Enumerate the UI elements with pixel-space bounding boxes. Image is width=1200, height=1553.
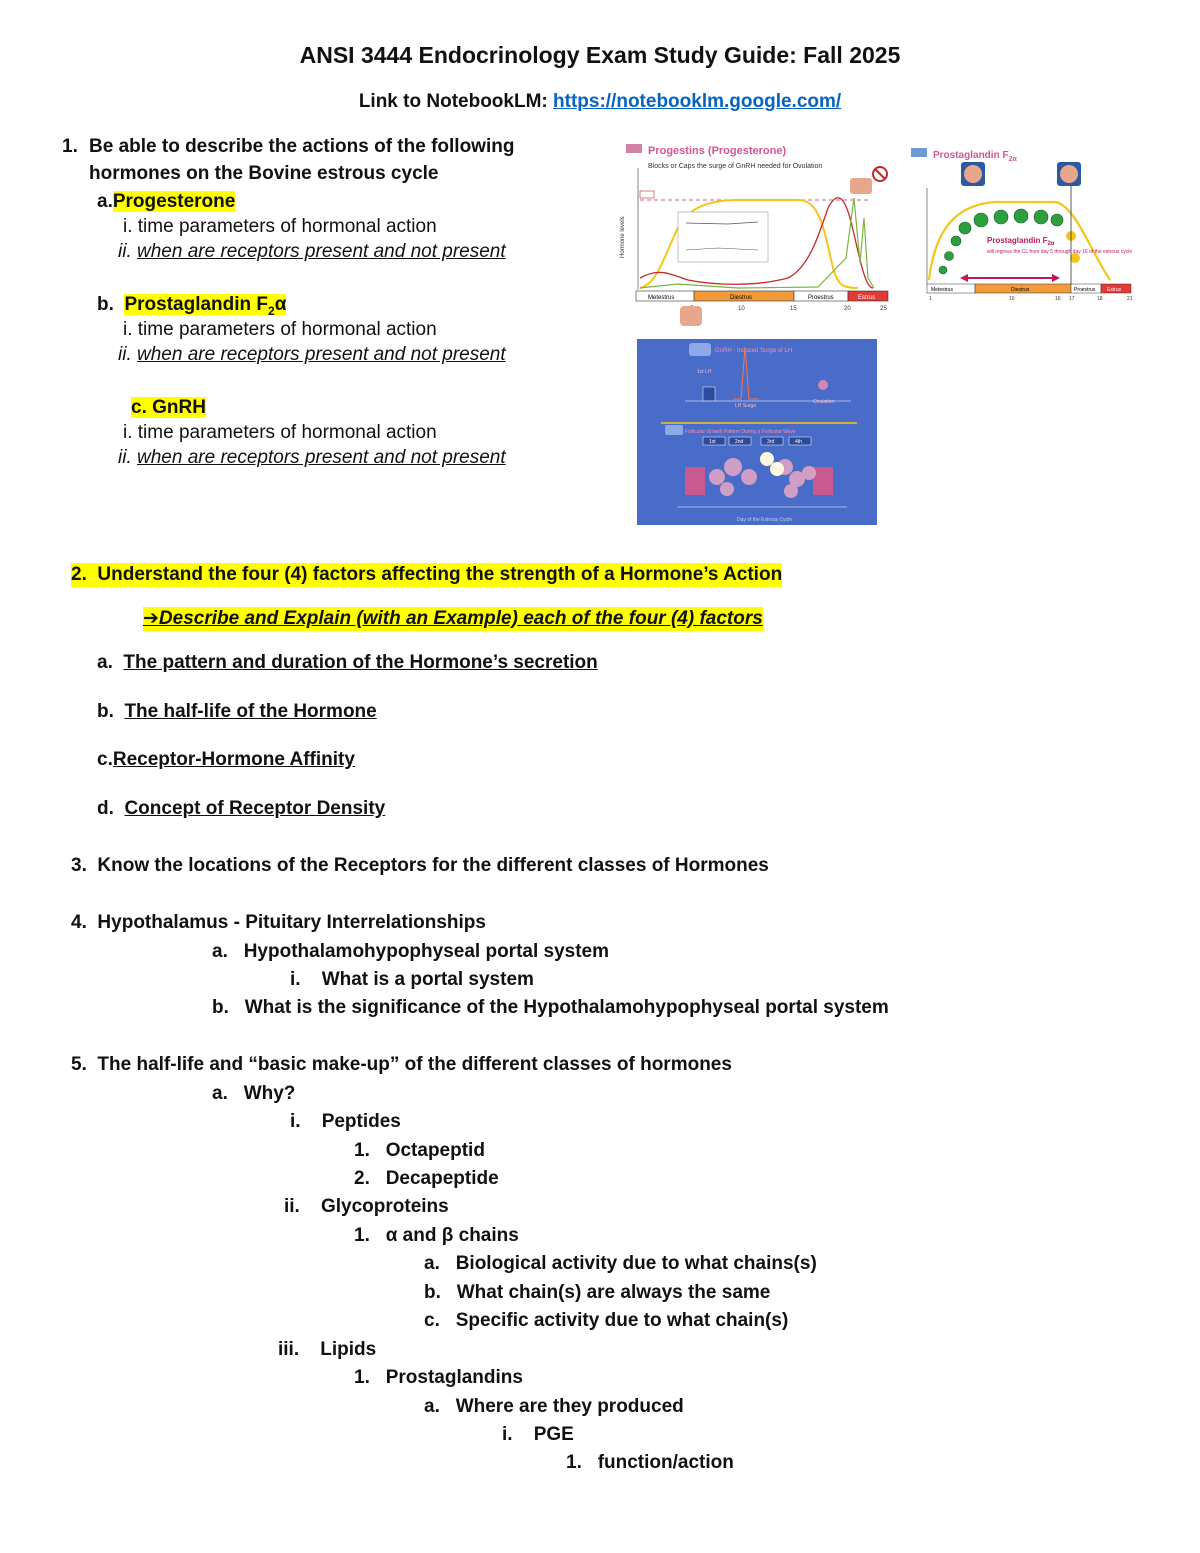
q1a-sub-ii: ii. when are receptors present and not present	[118, 241, 506, 262]
q3-heading: 3. Know the locations of the Receptors for the different classes of Hormones	[71, 855, 769, 876]
page-title: ANSI 3444 Endocrinology Exam Study Guide: Fall 2025	[299, 42, 901, 68]
svg-text:25: 25	[880, 306, 887, 312]
pgf-center-text: will regress the CL from day 5 through day 16 of the estrous cycle	[987, 249, 1133, 255]
q5-item-ii-1: 1. α and β chains	[354, 1225, 519, 1246]
svg-text:15: 15	[790, 306, 797, 312]
q1b-sub-i: i. time parameters of hormonal action	[123, 319, 437, 340]
q2-subtext: ➔Describe and Explain (with an Example) each of the four (4) factors	[143, 608, 763, 629]
svg-text:3rd: 3rd	[767, 439, 775, 445]
q2-item-b: b. The half-life of the Hormone	[97, 701, 377, 722]
q1c-item	[131, 396, 206, 420]
ovary-icon	[680, 306, 702, 326]
q5-item-iii-1: 1. Prostaglandins	[354, 1367, 523, 1388]
q1a-sub-i: i. time parameters of hormonal action	[123, 216, 437, 237]
svg-text:Metestrus: Metestrus	[931, 287, 953, 293]
svg-text:Diestrus: Diestrus	[730, 295, 753, 301]
svg-text:18: 18	[1097, 296, 1103, 302]
q1a-item	[97, 190, 235, 214]
q4-item-b: b. What is the significance of the Hypothalamohypophyseal portal system	[212, 997, 889, 1018]
q1-text-line1: Be able to describe the actions of the following	[89, 136, 515, 157]
svg-text:1: 1	[929, 296, 932, 302]
progestins-title: Progestins (Progesterone)	[648, 145, 787, 157]
svg-text:Prostaglandin F2α: Prostaglandin $F_{2\alpha}$	[987, 236, 1055, 247]
svg-text:10: 10	[738, 306, 745, 312]
svg-text:1st LH: 1st LH	[697, 369, 712, 375]
svg-text:Follicular Growth Pattern Duri: Follicular Growth Pattern During a Follicular Wave	[685, 429, 796, 435]
progestins-subtitle: Blocks or Caps the surge of GnRH needed for Ovulation	[648, 163, 823, 170]
svg-text:Prostaglandin F2α: Prostaglandin $F_{2\alpha}$	[933, 150, 1017, 163]
q2-item-a: a. The pattern and duration of the Hormone’s secretion	[97, 652, 598, 673]
svg-text:16: 16	[1055, 296, 1061, 302]
svg-text:10: 10	[1009, 296, 1015, 302]
gnrh-figure	[637, 339, 877, 525]
ovary-icon	[1060, 165, 1078, 183]
q5-item-iii: iii. Lipids	[278, 1339, 377, 1360]
q4-item-a-i: i. What is a portal system	[290, 969, 534, 990]
q5-item-a: a. Why?	[212, 1083, 296, 1104]
svg-text:17: 17	[1069, 296, 1075, 302]
q1c-label: c. GnRH	[131, 397, 206, 418]
q1b-sub-ii: ii. when are receptors present and not present	[118, 344, 506, 365]
svg-text:Diestrus: Diestrus	[1011, 287, 1030, 293]
q1-number: 1.	[62, 136, 78, 157]
ovary-icon	[850, 178, 872, 194]
svg-text:2nd: 2nd	[735, 439, 744, 445]
q5-item-i-1: 1. Octapeptid	[354, 1140, 485, 1161]
svg-text:Metestrus: Metestrus	[648, 295, 675, 301]
notebooklm-link[interactable]: https://notebooklm.google.com/	[553, 91, 842, 112]
svg-text:Proestrus: Proestrus	[808, 295, 834, 301]
q1a-marker: a.	[97, 191, 113, 212]
svg-text:21: 21	[1127, 296, 1133, 302]
progestins-ylabel: Hormone levels	[620, 216, 626, 258]
q2-item-c: c.Receptor-Hormone Affinity	[97, 749, 355, 770]
svg-text:1st: 1st	[709, 439, 716, 445]
q5-item-iii-1-a: a. Where are they produced	[424, 1396, 684, 1417]
link-line	[0, 90, 1200, 114]
q5-item-ii: ii. Glycoproteins	[284, 1196, 449, 1217]
q1b-marker: b.	[97, 294, 114, 315]
q1b-label: Prostaglandin $F_2\alpha$	[124, 294, 287, 318]
link-label: Link to NotebookLM:	[358, 91, 548, 112]
svg-text:Estrus: Estrus	[858, 295, 876, 301]
q2-heading: 2. Understand the four (4) factors affecting the strength of a Hormone’s Action	[71, 564, 783, 585]
ovary-icon	[964, 165, 982, 183]
svg-text:Estrus: Estrus	[1107, 287, 1122, 293]
q5-item-ii-1-a: a. Biological activity due to what chains(s)	[424, 1253, 817, 1274]
q5-item-iii-1-a-i: i. PGE	[502, 1424, 574, 1445]
q4-heading: 4. Hypothalamus - Pituitary Interrelationships	[71, 912, 486, 933]
q1a-label: Progesterone	[112, 191, 236, 212]
q2-item-d: d. Concept of Receptor Density	[97, 798, 386, 819]
q1-text-line2: hormones on the Bovine estrous cycle	[89, 163, 439, 184]
svg-text:Proestrus: Proestrus	[1074, 287, 1096, 293]
gnrh-title: GnRH - Induced Surge of LH	[715, 348, 793, 354]
svg-text:4th: 4th	[795, 439, 802, 445]
q5-item-iii-1-a-i-1: 1. function/action	[566, 1452, 734, 1473]
q5-item-ii-1-c: c. Specific activity due to what chain(s)	[424, 1310, 789, 1331]
q5-heading: 5. The half-life and “basic make-up” of the different classes of hormones	[71, 1054, 732, 1075]
q1c-sub-i: i. time parameters of hormonal action	[123, 422, 437, 443]
progestins-figure	[618, 138, 896, 328]
q5-item-i: i. Peptides	[290, 1111, 401, 1132]
q5-item-ii-1-b: b. What chain(s) are always the same	[424, 1282, 771, 1303]
gnrh-xlabel: Day of the Estrous Cycle	[737, 517, 793, 523]
svg-text:Ovulation: Ovulation	[813, 399, 835, 405]
pgf2a-figure	[905, 140, 1138, 302]
svg-text:20: 20	[844, 306, 851, 312]
svg-text:LH Surge: LH Surge	[735, 403, 757, 409]
q4-item-a: a. Hypothalamohypophyseal portal system	[212, 941, 610, 962]
q5-item-i-2: 2. Decapeptide	[354, 1168, 499, 1189]
q1c-sub-ii: ii. when are receptors present and not present	[118, 447, 506, 468]
